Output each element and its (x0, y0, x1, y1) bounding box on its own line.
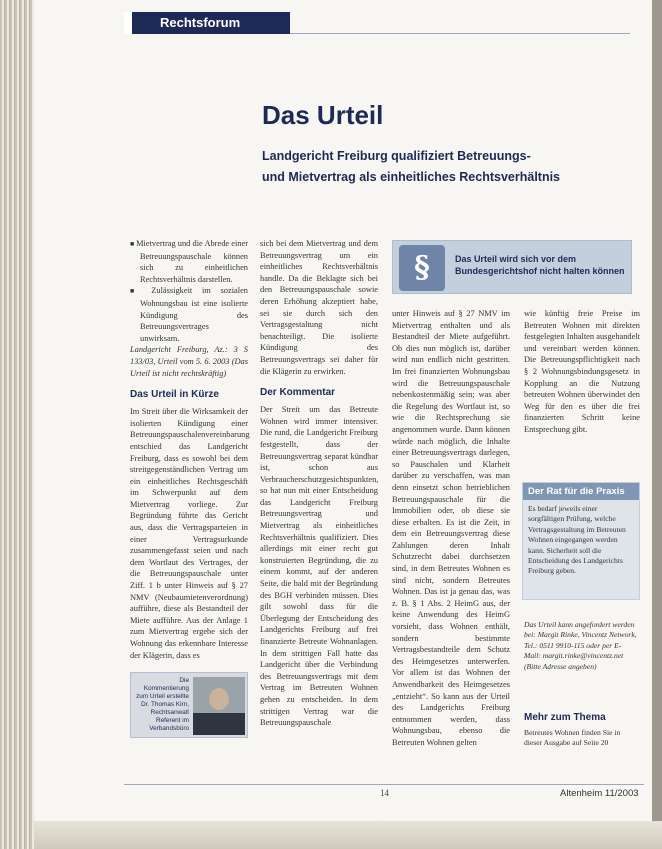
court-citation: Landgericht Freiburg, Az.: 3 S 133/03, Urteil vom 5. 6. 2003 (Das Urteil ist nicht rechtskräftig) (130, 345, 248, 378)
page-stack-bottom (34, 821, 662, 849)
order-note: Das Urteil kann angefordert werden bei: Margit Rinke, Vincentz Network, Tel.: 0511 9910-115 oder per E-Mail: margit.rinke@vincentz.net (Bitte Adresse angeben) (524, 620, 637, 671)
column-3 (392, 308, 510, 749)
column-1-body: Im Streit über die Wirksamkeit der isolierten Kündigung einer Betreuungspauschalenvereinbarung entschied das Landgericht Freiburg, dass es sowohl bei dem streitgegenständlichen Vertrag um ein einheitliches Rechtsgeschäft im Schwerpunkt auf dem Mietvertrag vorliege. Zur Begründung führte das Gericht aus, dass die Vertragsparteien in einer Vertragsurkunde zusammengefasst seien und nach dem Wortlaut des Vertrages, der die Betreuungspauschale unter Ziff. 1 b unter Hinweis auf § 27 NMV (Neubaumietenverordnung) aufführe, diese als Bestandteil der Miete aufführe. Aus der Anlage 1 zum Mietvertrag ergebe sich der Wohnung das erkennbare Interesse der Klägerin, dass es (130, 407, 250, 660)
author-photo (193, 677, 245, 735)
article-title: Das Urteil (262, 100, 384, 130)
deck-line-1: Landgericht Freiburg qualifiziert Betreuungs- (262, 149, 531, 163)
pull-quote-text: Das Urteil wird sich vor dem Bundesgerichtshof nicht halten können (455, 254, 625, 276)
paragraph-icon: § (399, 245, 445, 291)
column-2 (260, 238, 378, 729)
column-2-body-1: sich bei dem Mietvertrag und dem Betreuungsvertrag um ein einheitliches Rechtsverhältnis handle. Da die Beklagte sich bei den Betreuungspauschale sowie deren Erhöhung akzeptiert habe, sei sie durch sich den Vertragsgestaltung nicht benachteiligt. Die isolierte Kündigung des Betreuungsvertrags sei daher für die Klägerin zu erwirken. (260, 239, 378, 376)
footer-rule (124, 784, 644, 785)
practice-tip-body: Es bedarf jeweils einer sorgfältigen Prüfung, welche Vertragsgestaltung im Betreuten Wohnen eingegangen werden kann. Sicherheit soll die Entscheidung des Landgerichts Freiburg geben. (528, 504, 626, 576)
more-on-topic-body: Betreutes Wohnen finden Sie in dieser Ausgabe auf Seite 20 (524, 728, 621, 748)
column-2-body-2: Der Streit um das Betreute Wohnen wird immer intensiver. Die rund, die Landgericht Freiburg festgestellt, dass der Betreuungsvertrag separat kündbar ist, schon aus Verbraucherschutzgesichtspunkten, so hat nun mit einer Entscheidung das Landgericht Freiburg Betreuungsvertrag und Mietvertrag als einheitliches Rechtsverhältnis qualifiziert. Dies allerdings mit einer recht gut konstruierten Begründung, die zu einem kommt, auf der anderen Seite, die bald mit der Begründung des BGH verbinden müssen. Dies gilt sowohl dass für die Überlegung der Entscheidung des Landgerichts Freiburg auf frei finanzierte Betreute Wohnanlagen. In dem strittigen Fall hatte das Landgericht über die Verbindung des Betreuungsvertrags mit dem Vertrag im Betreuten Wohnen gehen zu entscheiden. In dem strittigen Vertrag war die Betreuungspauschale (260, 405, 379, 728)
subhead-urteil-in-kuerze: Das Urteil in Kürze (130, 389, 219, 401)
summary-bullet-1: ■ Mietvertrag und die Abrede einer Betreuungspauschale können sich zu einheitlichen Rechtsverhältnis darstellen. (130, 238, 248, 285)
subhead-kommentar: Der Kommentar (260, 387, 336, 399)
issue-label: Altenheim 11/2003 (560, 788, 639, 799)
column-4-body: wie künftig freie Preise im Betreuten Wohnen mit direkten festgelegten Inhalten ausgehandelt und vereinbart werden können. Die Betreuungspflichtigkeit nach § 2 Wohnungsbindungsgesetz in Kopplung an die Nutzung betreuten Wohnen überwindet den Weg für den es über die frei finanzierten Schritt keine Entsprechung gibt. (524, 309, 640, 434)
pull-quote (392, 240, 632, 294)
deck-line-2: und Mietvertrag als einheitliches Rechtsverhältnis (262, 170, 561, 184)
page-stack-left (0, 0, 34, 849)
author-box (130, 672, 248, 738)
column-3-body: unter Hinweis auf § 27 NMV im Mietvertrag enthalten und als Bestandteil der Miete aufgeführt. Ob dies nun möglich ist, darüber wird nun endlich nicht gestritten. Im frei finanzierten Wohnungsbau wird die Betreuungspauschale nebenkostenmäßig sein; was aber die Regelung des Wortlaut ist, so wie die Rechtsprechung sie angenommen wurde. Dann können würde nach möglich, die Inhalte einer Betreuungsvertrags darlegen, so Pauschalen und Klarheit darüber zu verschaffen, was man denn einsetzt schon betrieblichen Betreuungspauschale für die Immobilien oder, ob diese sie diese erhalten. Es ist die Zeit, in dem ein Betreuungsvertrag diese Zahlungen deren Inhalt Schutzrecht dabei durchsetzen sind, in dem Betreutes Wohnen es sind nicht, sondern Betreutes Wohnen. Das ist ja genau das, was z. B. § 1 Abs. 2 HeimG aus, der keine Anwendung des HeimG vorsieht, dass Wohnen enthält, sondern bestimmte Vertragsbestandteile dem Schutz des Heimgesetzes unterwerfen. Vor allem ist das Wohnen der Anwendbarkeit des Heimgesetzes „entzieht“. So kann aus der Urteil des Landgerichts Freiburg entnommen werden, dass Wohnungsbau, ebenso die Betreuten Wohnen gelten (392, 309, 510, 747)
column-1 (130, 238, 248, 661)
header-rule (290, 33, 630, 34)
author-caption: Die Kommentierung zum Urteil erstellte Dr. Thomas Kirn, Rechtsanwalt Referent im Verbandsbüro (136, 677, 189, 732)
column-4 (524, 308, 640, 436)
more-on-topic-title: Mehr zum Thema (524, 712, 606, 723)
page-gutter-right (652, 0, 662, 849)
page-number: 14 (380, 788, 389, 798)
practice-tip-title: Der Rat für die Praxis (523, 483, 639, 500)
article-deck (262, 146, 592, 188)
summary-bullet-2: ■ Zulässigkeit im sozialen Wohnungsbau ist eine isolierte Kündigung des Betreuungsvertrages unwirksam. (130, 285, 248, 344)
section-tag: Rechtsforum (124, 12, 290, 34)
practice-tip-box (522, 482, 640, 600)
